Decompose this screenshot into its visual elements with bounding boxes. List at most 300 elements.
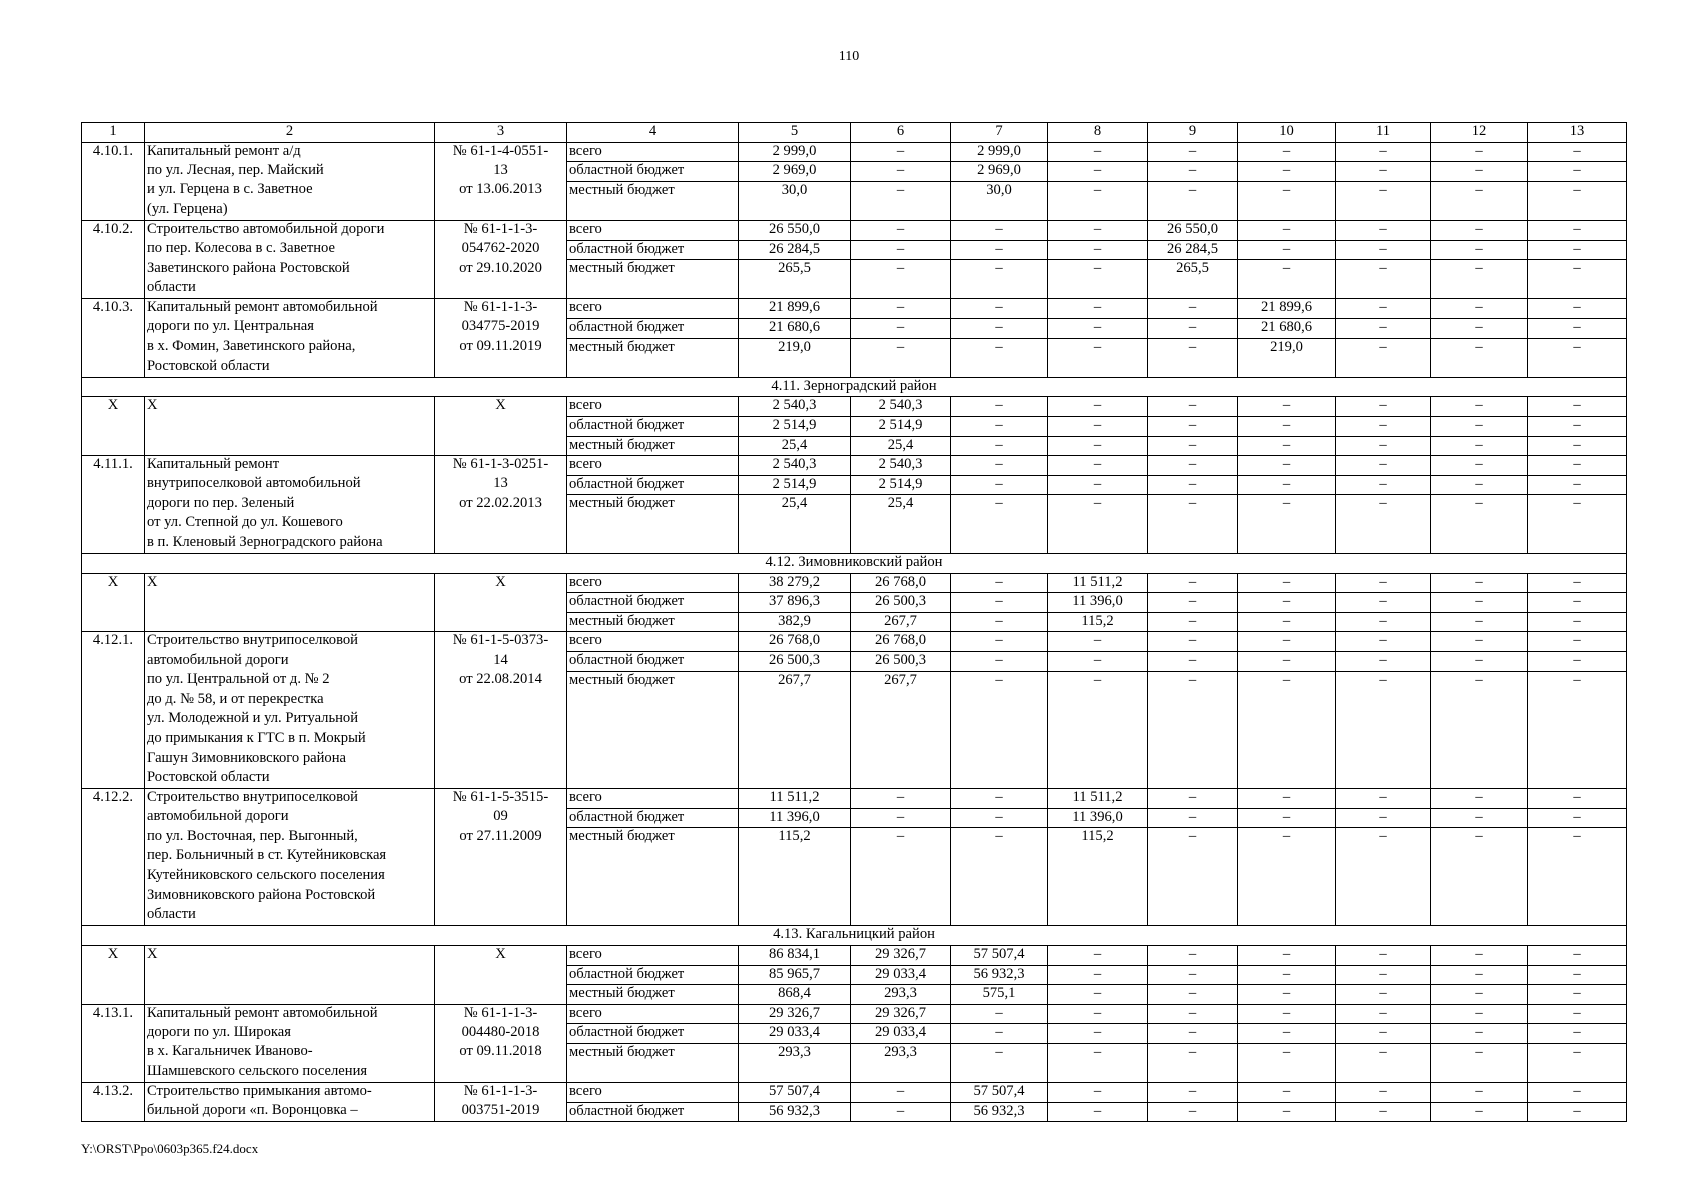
table-cell: 115,2 bbox=[739, 828, 851, 848]
table-cell: – bbox=[1336, 945, 1431, 965]
table-cell bbox=[1431, 514, 1528, 534]
table-cell: местный бюджет bbox=[567, 828, 739, 848]
table-cell: 26 284,5 bbox=[739, 240, 851, 260]
table-cell: 2 540,3 bbox=[851, 397, 951, 417]
table-cell: – bbox=[1048, 671, 1148, 691]
table-cell: 25,4 bbox=[739, 495, 851, 515]
table-cell: – bbox=[951, 397, 1048, 417]
table-cell: 21 680,6 bbox=[1238, 318, 1336, 338]
table-cell: – bbox=[951, 318, 1048, 338]
table-cell: – bbox=[1431, 789, 1528, 809]
table-cell: всего bbox=[567, 1004, 739, 1024]
table-cell bbox=[1336, 847, 1431, 867]
table-cell bbox=[1431, 710, 1528, 730]
table-row bbox=[82, 220, 1627, 240]
table-cell: областной бюджет bbox=[567, 318, 739, 338]
table-cell: – bbox=[1336, 436, 1431, 456]
table-cell: – bbox=[1148, 828, 1238, 848]
table-cell: – bbox=[1336, 789, 1431, 809]
table-cell: – bbox=[1528, 573, 1627, 593]
table-cell bbox=[1528, 906, 1627, 926]
table-cell: – bbox=[1238, 945, 1336, 965]
table-cell: – bbox=[851, 318, 951, 338]
table-cell: 09 bbox=[435, 808, 567, 828]
table-cell bbox=[567, 847, 739, 867]
table-cell bbox=[851, 769, 951, 789]
table-cell bbox=[1148, 730, 1238, 750]
table-cell bbox=[1336, 279, 1431, 299]
table-cell bbox=[82, 671, 145, 691]
table-cell: 25,4 bbox=[739, 436, 851, 456]
table-cell: 382,9 bbox=[739, 612, 851, 632]
table-cell bbox=[1238, 534, 1336, 554]
table-cell: – bbox=[1431, 181, 1528, 201]
table-cell: – bbox=[1528, 1043, 1627, 1063]
table-cell: – bbox=[1528, 808, 1627, 828]
table-row bbox=[82, 906, 1627, 926]
table-cell: 267,7 bbox=[851, 612, 951, 632]
table-cell: – bbox=[1336, 338, 1431, 358]
table-cell: – bbox=[1148, 436, 1238, 456]
table-cell: Строительство автомобильной дороги bbox=[145, 220, 435, 240]
table-cell bbox=[1336, 867, 1431, 887]
column-number-cell: 10 bbox=[1238, 123, 1336, 143]
table-cell: внутрипоселковой автомобильной bbox=[145, 475, 435, 495]
table-cell: – bbox=[1048, 632, 1148, 652]
table-cell bbox=[82, 1102, 145, 1122]
table-row bbox=[82, 201, 1627, 221]
table-cell bbox=[1238, 201, 1336, 221]
table-cell: Капитальный ремонт автомобильной bbox=[145, 299, 435, 319]
table-cell: – bbox=[951, 612, 1048, 632]
table-cell bbox=[1336, 201, 1431, 221]
table-cell: 26 550,0 bbox=[739, 220, 851, 240]
table-row bbox=[82, 142, 1627, 162]
table-cell: 267,7 bbox=[739, 671, 851, 691]
table-cell bbox=[82, 965, 145, 985]
table-cell bbox=[567, 906, 739, 926]
table-cell bbox=[1528, 710, 1627, 730]
table-row bbox=[82, 887, 1627, 907]
table-cell: – bbox=[1148, 985, 1238, 1005]
table-cell: Строительство примыкания автомо- bbox=[145, 1083, 435, 1103]
table-cell: – bbox=[1431, 338, 1528, 358]
table-cell: от 22.08.2014 bbox=[435, 671, 567, 691]
table-cell: 2 969,0 bbox=[951, 162, 1048, 182]
table-cell: – bbox=[1528, 945, 1627, 965]
table-cell: – bbox=[1048, 985, 1148, 1005]
table-cell: – bbox=[951, 808, 1048, 828]
district-heading: 4.13. Кагальницкий район bbox=[82, 926, 1627, 946]
column-number-cell: 8 bbox=[1048, 123, 1148, 143]
table-cell bbox=[951, 730, 1048, 750]
table-cell: – bbox=[1238, 1004, 1336, 1024]
table-cell: 26 768,0 bbox=[739, 632, 851, 652]
table-cell bbox=[1431, 201, 1528, 221]
table-cell: 4.10.2. bbox=[82, 220, 145, 240]
table-cell: Капитальный ремонт bbox=[145, 456, 435, 476]
table-cell: 26 500,3 bbox=[851, 652, 951, 672]
table-cell: – bbox=[1431, 1043, 1528, 1063]
column-number-cell: 1 bbox=[82, 123, 145, 143]
table-cell: – bbox=[1048, 436, 1148, 456]
table-cell: – bbox=[1431, 632, 1528, 652]
table-cell: – bbox=[1336, 1004, 1431, 1024]
table-row bbox=[82, 593, 1627, 613]
table-cell: – bbox=[1148, 1004, 1238, 1024]
table-cell: – bbox=[1336, 397, 1431, 417]
table-cell bbox=[1528, 867, 1627, 887]
table-cell: местный бюджет bbox=[567, 985, 739, 1005]
table-cell: X bbox=[435, 397, 567, 417]
table-cell bbox=[1528, 514, 1627, 534]
table-cell: – bbox=[1048, 240, 1148, 260]
table-cell: всего bbox=[567, 397, 739, 417]
table-cell: – bbox=[1238, 162, 1336, 182]
table-cell: областной бюджет bbox=[567, 416, 739, 436]
table-cell bbox=[851, 691, 951, 711]
table-cell: автомобильной дороги bbox=[145, 652, 435, 672]
table-cell bbox=[851, 867, 951, 887]
table-cell: по ул. Лесная, пер. Майский bbox=[145, 162, 435, 182]
table-cell: X bbox=[145, 573, 435, 593]
table-cell: 30,0 bbox=[951, 181, 1048, 201]
table-cell: – bbox=[1148, 652, 1238, 672]
table-cell: – bbox=[1148, 1102, 1238, 1122]
table-cell bbox=[1431, 867, 1528, 887]
table-cell: – bbox=[1048, 220, 1148, 240]
table-cell bbox=[567, 1063, 739, 1083]
table-cell bbox=[739, 201, 851, 221]
table-cell bbox=[739, 906, 851, 926]
table-cell: – bbox=[1048, 1043, 1148, 1063]
table-cell: № 61-1-1-3- bbox=[435, 299, 567, 319]
table-cell: – bbox=[1336, 181, 1431, 201]
table-cell bbox=[1148, 691, 1238, 711]
table-cell: 29 033,4 bbox=[851, 965, 951, 985]
table-cell bbox=[1048, 1063, 1148, 1083]
table-cell: 29 326,7 bbox=[739, 1004, 851, 1024]
table-cell bbox=[739, 358, 851, 378]
table-cell bbox=[1528, 730, 1627, 750]
table-cell: всего bbox=[567, 1083, 739, 1103]
table-cell bbox=[851, 710, 951, 730]
table-cell: – bbox=[1238, 1102, 1336, 1122]
table-cell bbox=[82, 436, 145, 456]
table-cell: – bbox=[1148, 318, 1238, 338]
table-row bbox=[82, 318, 1627, 338]
table-cell: – bbox=[1528, 1102, 1627, 1122]
table-cell: – bbox=[1238, 593, 1336, 613]
table-cell: – bbox=[1528, 1024, 1627, 1044]
table-cell bbox=[1336, 769, 1431, 789]
table-cell: – bbox=[1431, 416, 1528, 436]
table-cell: от 22.02.2013 bbox=[435, 495, 567, 515]
table-cell: областной бюджет bbox=[567, 1102, 739, 1122]
table-cell bbox=[82, 475, 145, 495]
table-cell: – bbox=[951, 240, 1048, 260]
table-cell: областной бюджет bbox=[567, 1024, 739, 1044]
table-cell bbox=[567, 710, 739, 730]
table-cell bbox=[567, 279, 739, 299]
table-cell: – bbox=[951, 789, 1048, 809]
table-cell: – bbox=[1431, 573, 1528, 593]
table-cell bbox=[951, 769, 1048, 789]
table-cell: от 09.11.2019 bbox=[435, 338, 567, 358]
table-cell: от 29.10.2020 bbox=[435, 260, 567, 280]
table-cell bbox=[435, 593, 567, 613]
table-cell: от 09.11.2018 bbox=[435, 1043, 567, 1063]
table-cell: (ул. Герцена) bbox=[145, 201, 435, 221]
table-cell: – bbox=[1431, 162, 1528, 182]
table-cell bbox=[82, 1024, 145, 1044]
table-cell: – bbox=[851, 1083, 951, 1103]
table-cell bbox=[851, 750, 951, 770]
table-cell: – bbox=[1148, 671, 1238, 691]
table-cell: – bbox=[1238, 436, 1336, 456]
table-cell: 293,3 bbox=[851, 1043, 951, 1063]
table-cell bbox=[851, 514, 951, 534]
table-cell: – bbox=[1336, 142, 1431, 162]
table-cell: 57 507,4 bbox=[951, 1083, 1048, 1103]
table-cell bbox=[1238, 730, 1336, 750]
table-cell bbox=[82, 867, 145, 887]
table-cell bbox=[435, 358, 567, 378]
table-cell bbox=[1528, 1063, 1627, 1083]
table-cell bbox=[1048, 867, 1148, 887]
table-cell: – bbox=[951, 671, 1048, 691]
table-cell: всего bbox=[567, 299, 739, 319]
table-cell: – bbox=[951, 475, 1048, 495]
table-cell: – bbox=[1431, 142, 1528, 162]
table-cell: – bbox=[1238, 495, 1336, 515]
table-cell: – bbox=[1148, 573, 1238, 593]
table-row bbox=[82, 750, 1627, 770]
table-row bbox=[82, 299, 1627, 319]
table-row bbox=[82, 945, 1627, 965]
table-cell bbox=[1238, 358, 1336, 378]
table-cell: – bbox=[1238, 1083, 1336, 1103]
table-cell: – bbox=[1048, 416, 1148, 436]
table-cell bbox=[435, 906, 567, 926]
table-cell: – bbox=[951, 632, 1048, 652]
table-cell: – bbox=[1431, 808, 1528, 828]
table-cell: 57 507,4 bbox=[951, 945, 1048, 965]
table-cell: – bbox=[1336, 612, 1431, 632]
table-cell: 21 899,6 bbox=[1238, 299, 1336, 319]
table-cell: – bbox=[1431, 612, 1528, 632]
table-cell bbox=[82, 906, 145, 926]
table-cell: – bbox=[1528, 142, 1627, 162]
table-cell bbox=[82, 847, 145, 867]
table-cell: ул. Молодежной и ул. Ритуальной bbox=[145, 710, 435, 730]
table-cell bbox=[1336, 1063, 1431, 1083]
table-cell: – bbox=[1148, 789, 1238, 809]
table-cell: в х. Кагальничек Иваново- bbox=[145, 1043, 435, 1063]
table-cell: – bbox=[1431, 671, 1528, 691]
table-cell: – bbox=[1238, 456, 1336, 476]
table-cell bbox=[435, 985, 567, 1005]
table-cell bbox=[1048, 514, 1148, 534]
table-cell: 2 540,3 bbox=[739, 456, 851, 476]
table-cell: X bbox=[145, 945, 435, 965]
table-cell: – bbox=[1431, 593, 1528, 613]
table-cell: Строительство внутрипоселковой bbox=[145, 789, 435, 809]
table-cell bbox=[951, 358, 1048, 378]
table-cell bbox=[82, 318, 145, 338]
column-number-row bbox=[82, 123, 1627, 143]
table-cell: – bbox=[1336, 593, 1431, 613]
table-cell: 30,0 bbox=[739, 181, 851, 201]
table-cell bbox=[82, 887, 145, 907]
table-cell bbox=[435, 279, 567, 299]
table-cell: 29 033,4 bbox=[851, 1024, 951, 1044]
table-cell bbox=[1431, 750, 1528, 770]
table-cell: – bbox=[1148, 397, 1238, 417]
table-row bbox=[82, 612, 1627, 632]
table-cell: – bbox=[1528, 671, 1627, 691]
table-cell: 86 834,1 bbox=[739, 945, 851, 965]
table-cell: 034775-2019 bbox=[435, 318, 567, 338]
table-cell: – bbox=[1238, 652, 1336, 672]
table-cell: X bbox=[145, 397, 435, 417]
table-cell bbox=[1148, 279, 1238, 299]
table-cell: – bbox=[1048, 1024, 1148, 1044]
table-cell: – bbox=[1336, 985, 1431, 1005]
table-cell: – bbox=[1048, 397, 1148, 417]
table-cell bbox=[145, 436, 435, 456]
table-cell: – bbox=[1336, 475, 1431, 495]
table-cell: 29 326,7 bbox=[851, 945, 951, 965]
table-cell bbox=[1148, 887, 1238, 907]
table-cell bbox=[567, 201, 739, 221]
table-cell: областной бюджет bbox=[567, 593, 739, 613]
table-cell: № 61-1-5-0373- bbox=[435, 632, 567, 652]
table-cell bbox=[435, 691, 567, 711]
table-row bbox=[82, 456, 1627, 476]
table-cell bbox=[1148, 201, 1238, 221]
table-cell: всего bbox=[567, 945, 739, 965]
table-cell bbox=[1048, 847, 1148, 867]
table-cell bbox=[145, 612, 435, 632]
table-cell: – bbox=[851, 220, 951, 240]
table-cell: 4.13.2. bbox=[82, 1083, 145, 1103]
table-cell: 11 511,2 bbox=[1048, 789, 1148, 809]
table-row bbox=[82, 828, 1627, 848]
table-cell: областной бюджет bbox=[567, 652, 739, 672]
table-cell: – bbox=[1431, 985, 1528, 1005]
table-cell: – bbox=[1148, 945, 1238, 965]
table-cell: – bbox=[1148, 632, 1238, 652]
table-cell: – bbox=[1048, 338, 1148, 358]
table-cell: – bbox=[1528, 416, 1627, 436]
table-cell: – bbox=[851, 260, 951, 280]
table-cell: – bbox=[1336, 1102, 1431, 1122]
table-cell bbox=[1238, 867, 1336, 887]
table-cell bbox=[1336, 750, 1431, 770]
table-cell: – bbox=[1048, 475, 1148, 495]
table-cell: в х. Фомин, Заветинского района, bbox=[145, 338, 435, 358]
table-cell: 265,5 bbox=[1148, 260, 1238, 280]
table-cell: областной бюджет bbox=[567, 808, 739, 828]
table-row bbox=[82, 789, 1627, 809]
table-cell: – bbox=[1238, 475, 1336, 495]
table-cell: – bbox=[1431, 436, 1528, 456]
table-cell: – bbox=[1238, 985, 1336, 1005]
table-cell bbox=[1528, 691, 1627, 711]
table-cell: – bbox=[1336, 652, 1431, 672]
table-row bbox=[82, 965, 1627, 985]
table-cell bbox=[739, 514, 851, 534]
table-cell: – bbox=[1048, 162, 1148, 182]
table-cell: – bbox=[1528, 1004, 1627, 1024]
table-cell: – bbox=[1048, 1083, 1148, 1103]
table-cell: 868,4 bbox=[739, 985, 851, 1005]
table-cell bbox=[739, 279, 851, 299]
district-heading-row bbox=[82, 554, 1627, 574]
table-cell bbox=[435, 847, 567, 867]
table-cell: 11 396,0 bbox=[739, 808, 851, 828]
table-cell: по пер. Колесова в с. Заветное bbox=[145, 240, 435, 260]
table-cell bbox=[1238, 710, 1336, 730]
table-cell: всего bbox=[567, 789, 739, 809]
table-cell: – bbox=[1048, 181, 1148, 201]
table-cell bbox=[951, 514, 1048, 534]
table-cell bbox=[739, 534, 851, 554]
table-row bbox=[82, 847, 1627, 867]
table-cell: – bbox=[1336, 1024, 1431, 1044]
table-cell bbox=[1528, 769, 1627, 789]
table-cell: – bbox=[1148, 965, 1238, 985]
table-cell: – bbox=[851, 338, 951, 358]
table-body bbox=[82, 123, 1627, 1122]
table-cell bbox=[82, 1063, 145, 1083]
table-cell: 26 500,3 bbox=[851, 593, 951, 613]
table-cell: – bbox=[851, 240, 951, 260]
table-cell: – bbox=[1048, 260, 1148, 280]
table-cell: 575,1 bbox=[951, 985, 1048, 1005]
table-cell bbox=[1431, 279, 1528, 299]
table-cell: 26 500,3 bbox=[739, 652, 851, 672]
table-cell: – bbox=[1238, 789, 1336, 809]
table-cell: – bbox=[1336, 965, 1431, 985]
table-cell: – bbox=[1528, 789, 1627, 809]
table-row bbox=[82, 1102, 1627, 1122]
column-number-cell: 9 bbox=[1148, 123, 1238, 143]
table-cell bbox=[435, 965, 567, 985]
table-row bbox=[82, 710, 1627, 730]
table-cell: – bbox=[851, 162, 951, 182]
table-cell bbox=[1431, 691, 1528, 711]
table-cell: – bbox=[951, 456, 1048, 476]
table-cell bbox=[82, 416, 145, 436]
table-cell: – bbox=[1238, 632, 1336, 652]
table-cell: всего bbox=[567, 220, 739, 240]
table-cell: – bbox=[1048, 1004, 1148, 1024]
table-cell: Заветинского района Ростовской bbox=[145, 260, 435, 280]
table-cell: областной бюджет bbox=[567, 965, 739, 985]
table-cell bbox=[435, 1063, 567, 1083]
table-row bbox=[82, 534, 1627, 554]
table-cell bbox=[1528, 201, 1627, 221]
table-cell bbox=[739, 1063, 851, 1083]
table-cell: 14 bbox=[435, 652, 567, 672]
table-cell: – bbox=[951, 1043, 1048, 1063]
table-cell bbox=[567, 769, 739, 789]
table-cell: 2 540,3 bbox=[851, 456, 951, 476]
table-cell bbox=[1048, 730, 1148, 750]
table-cell bbox=[739, 710, 851, 730]
